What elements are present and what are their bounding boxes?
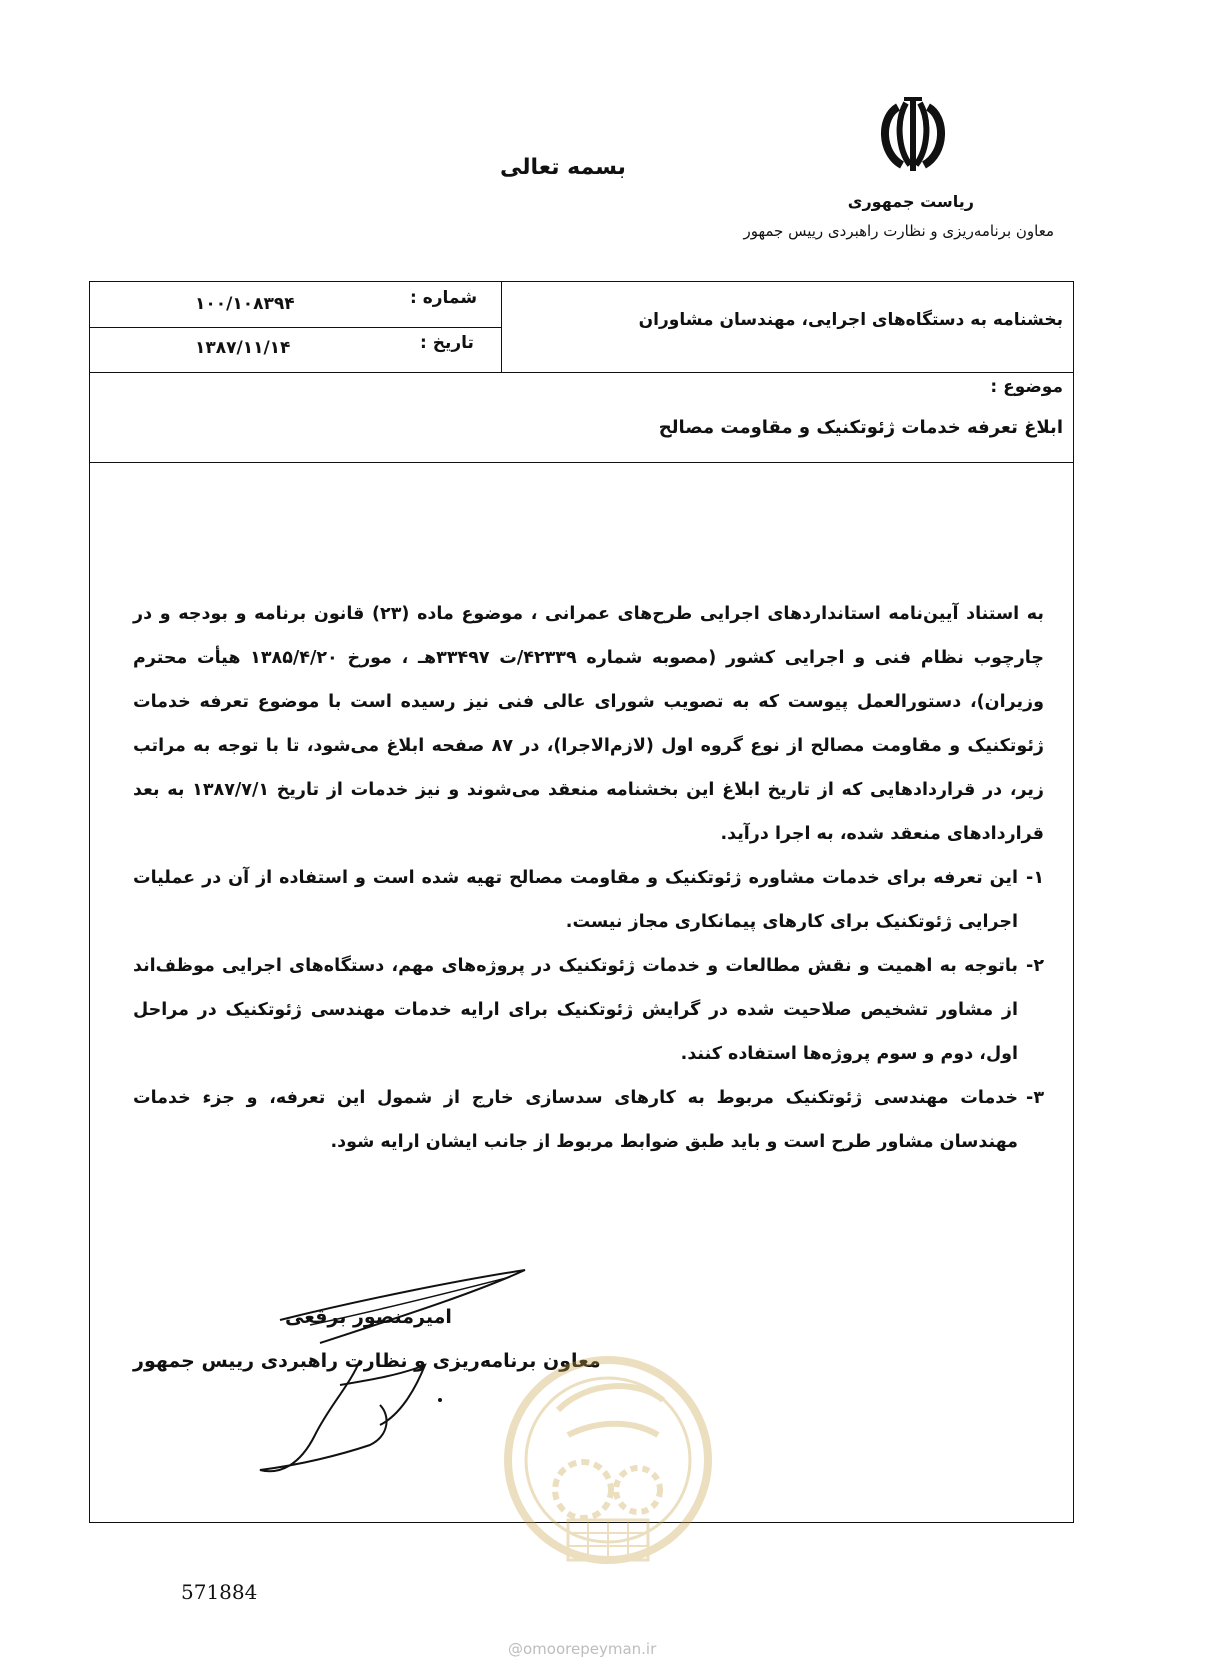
list-item	[133, 944, 1044, 1076]
list-item-text: باتوجه به اهمیت و نقش مطالعات و خدمات ژئوتکنیک در پروژه‌های مهم، دستگاه‌های اجرایی موظف‌اند از مشاور تشخیص صلاحیت شده در گرایش ژئوتکنیک برای ارایه خدمات مهندسی ژئوتکنیک در مراحل اول، دوم و سوم پروژه‌ها استفاده کنند.	[133, 956, 1018, 1064]
list-item-number: ۱-	[1026, 868, 1044, 888]
meta-divider	[501, 282, 502, 372]
list-item	[133, 1076, 1044, 1164]
list-item-text: خدمات مهندسی ژئوتکنیک مربوط به کارهای سدسازی خارج از شمول این تعرفه، و جزء خدمات مهندسان مشاور طرح است و باید طبق ضوابط مربوط از جانب ایشان ارایه شود.	[133, 1088, 1018, 1152]
circular-recipients: بخشنامه به دستگاه‌های اجرایی، مهندسان مشاوران	[638, 310, 1063, 330]
signatory-name: امیرمنصور برقعی	[285, 1306, 452, 1328]
deputy-heading: معاون برنامه‌ریزی و نظارت راهبردی رییس جمهور	[743, 222, 1054, 240]
list-item-text: این تعرفه برای خدمات مشاوره ژئوتکنیک و مقاومت مصالح تهیه شده است و استفاده از آن در عملیات اجرایی ژئوتکنیک برای کارهای پیمانکاری مجاز نیست.	[133, 868, 1018, 932]
list-item-number: ۲-	[1026, 956, 1044, 976]
letter-body	[133, 592, 1044, 1164]
presidency-heading: ریاست جمهوری	[847, 192, 974, 211]
subject-text: ابلاغ تعرفه خدمات ژئوتکنیک و مقاومت مصالح	[658, 417, 1063, 438]
list-item	[133, 856, 1044, 944]
watermark-site: @omoorepeyman.ir	[508, 1640, 657, 1658]
basmala-heading: بسمه تعالی	[500, 155, 626, 180]
watermark-logo-icon	[498, 1340, 718, 1600]
date-label: تاریخ :	[420, 333, 474, 353]
iran-emblem-icon	[868, 95, 958, 175]
document-number: 571884	[181, 1580, 258, 1604]
header-divider	[90, 372, 1073, 373]
list-item-number: ۳-	[1026, 1088, 1044, 1108]
body-paragraph: به استناد آیین‌نامه استانداردهای اجرایی طرح‌های عمرانی ، موضوع ماده (۲۳) قانون برنامه و بودجه و در چارچوب نظام فنی و اجرایی کشور (مصوبه شماره ۴۲۳۳۹/ت ۳۳۴۹۷هـ ، مورخ ۱۳۸۵/۴/۲۰ هیأت محترم وزیران)، دستورالعمل پیوست که به تصویب شورای عالی فنی نیز رسیده است با موضوع تعرفه خدمات ژئوتکنیک و مقاومت مصالح از نوع گروه اول (لازم‌الاجرا)، در ۸۷ صفحه ابلاغ می‌شود، تا با توجه به مراتب زیر، در قراردادهایی که از تاریخ ابلاغ این بخشنامه منعقد می‌شوند و نیز خدمات از تاریخ ۱۳۸۷/۷/۱ به بعد قراردادهای منعقد شده، به اجرا درآید.	[133, 604, 1044, 844]
meta-row-divider	[90, 327, 501, 328]
subject-label: موضوع :	[990, 377, 1063, 397]
date-value: ۱۳۸۷/۱۱/۱۴	[195, 338, 291, 358]
number-value: ۱۰۰/۱۰۸۳۹۴	[195, 294, 295, 314]
subject-divider	[90, 462, 1073, 463]
number-label: شماره :	[410, 288, 478, 308]
signatory-title: معاون برنامه‌ریزی و نظارت راهبردی رییس جمهور	[133, 1350, 601, 1372]
